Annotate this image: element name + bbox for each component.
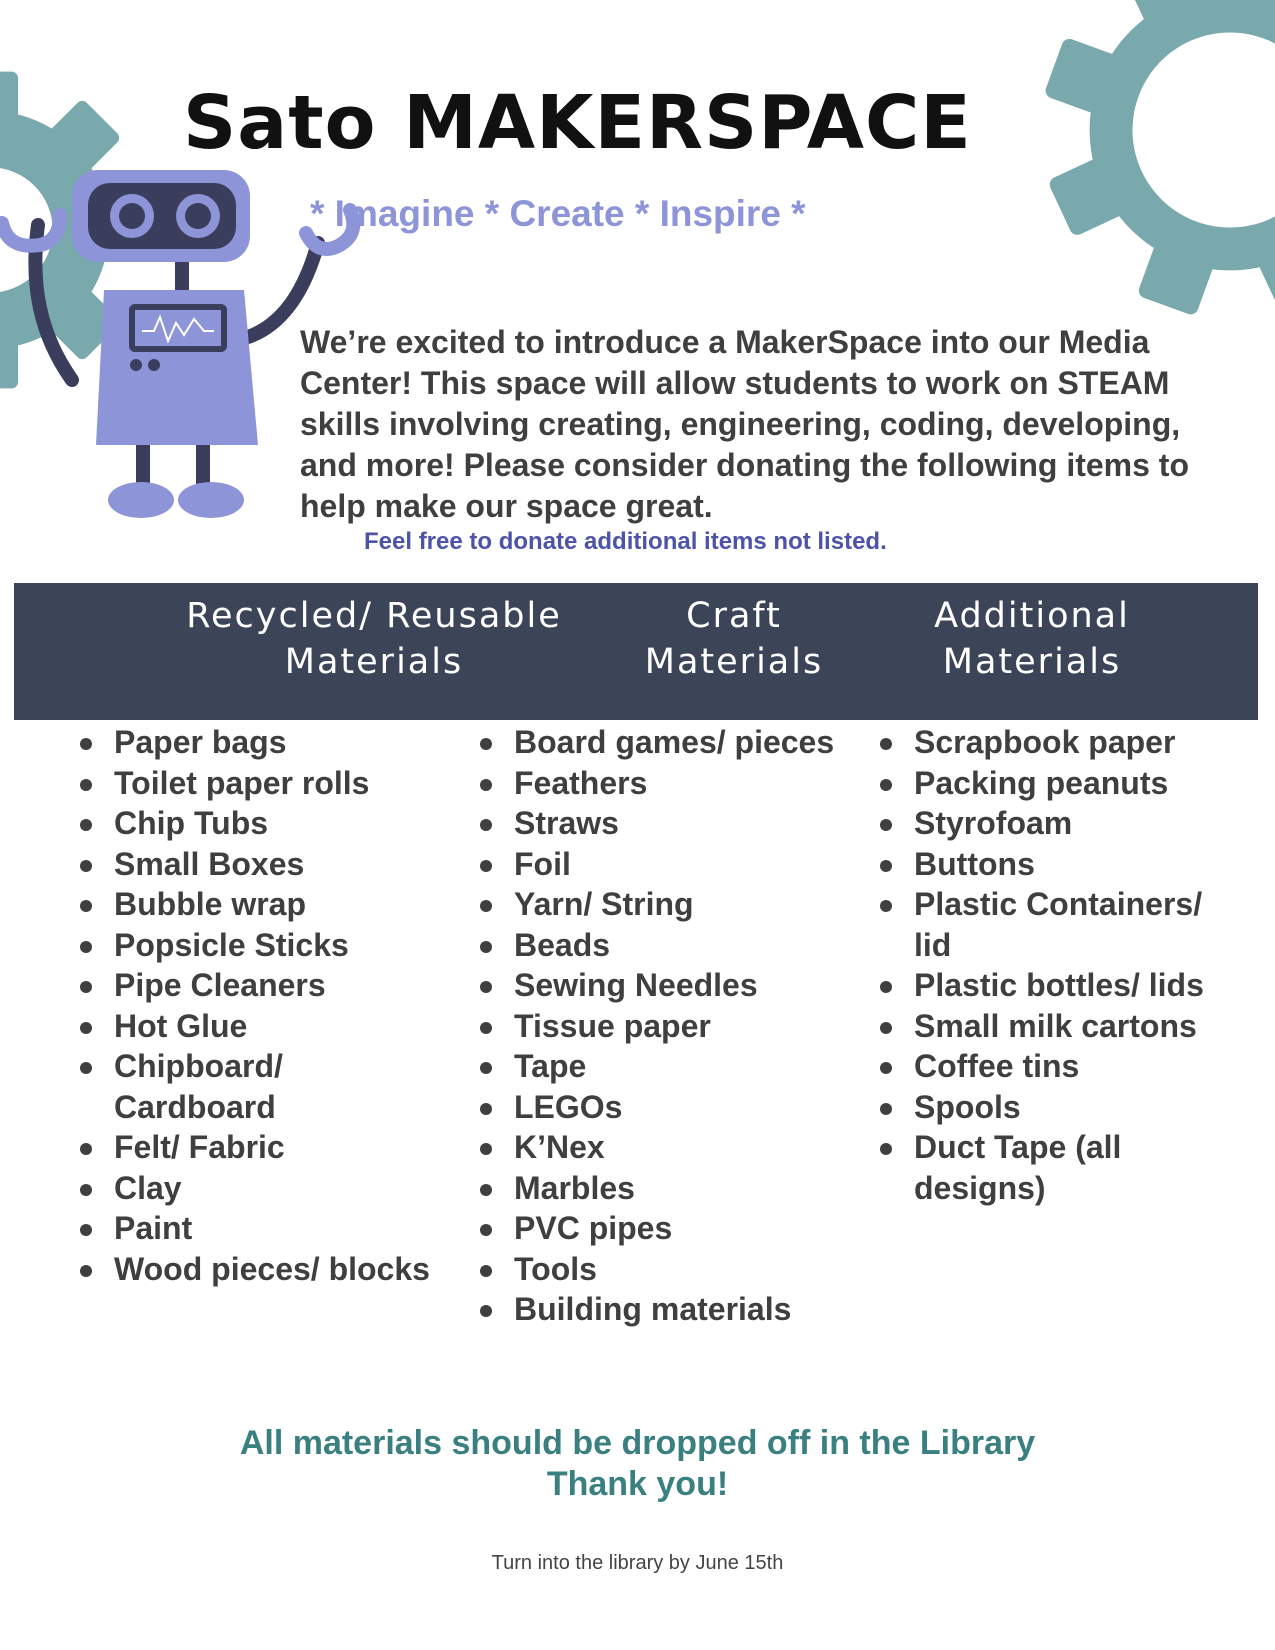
list-item: Wood pieces/ blocks: [78, 1249, 448, 1290]
additional-materials-list: [878, 722, 1238, 1266]
deadline-note: Turn into the library by June 15th: [491, 1552, 784, 1574]
list-item: Sewing Needles: [478, 965, 858, 1006]
list-item: Tape: [478, 1046, 858, 1087]
list-item: Buttons: [878, 844, 1238, 885]
list-item: PVC pipes: [478, 1208, 858, 1249]
donate-note: Feel free to donate additional items not listed.: [364, 528, 887, 555]
list-item: Chipboard/ Cardboard: [78, 1046, 448, 1127]
list-item: Feathers: [478, 763, 858, 804]
list-item: Coffee tins: [878, 1046, 1238, 1087]
heading-recycled-materials: Recycled/ Reusable Materials: [186, 596, 562, 682]
list-item: Paper bags: [78, 722, 448, 763]
page-title: Sato MAKERSPACE: [183, 80, 972, 166]
list-item: Plastic bottles/ lids: [878, 965, 1238, 1006]
list-item: Clay: [78, 1168, 448, 1209]
heading-additional-materials: Additional Materials: [934, 596, 1130, 682]
list-item: Chip Tubs: [78, 803, 448, 844]
gear-icon: [1035, 0, 1275, 325]
recycled-materials-list: [78, 722, 448, 1289]
list-item: Styrofoam: [878, 803, 1238, 844]
list-item: Toilet paper rolls: [78, 763, 448, 804]
list-item: Hot Glue: [78, 1006, 448, 1047]
list-item: Tissue paper: [478, 1006, 858, 1047]
list-item: Duct Tape (all designs): [878, 1127, 1238, 1266]
list-item: Tools: [478, 1249, 858, 1290]
heading-craft-materials: Craft Materials: [644, 596, 824, 682]
list-item: Straws: [478, 803, 858, 844]
list-item: Spools: [878, 1087, 1238, 1128]
list-item: Small milk cartons: [878, 1006, 1238, 1047]
list-item: Felt/ Fabric: [78, 1127, 448, 1168]
list-item: Scrapbook paper: [878, 722, 1238, 763]
list-item: Packing peanuts: [878, 763, 1238, 804]
category-banner: [14, 583, 1258, 720]
tagline: * Imagine * Create * Inspire *: [310, 193, 806, 234]
intro-paragraph: We’re excited to introduce a MakerSpace into our Media Center! This space will allow students to work on STEAM skills involving creating, engineering, coding, developing, and more! Please consider donating the following items to help make our space great.: [300, 324, 1189, 524]
list-item: Bubble wrap: [78, 884, 448, 925]
list-item: Marbles: [478, 1168, 858, 1209]
list-item: Foil: [478, 844, 858, 885]
list-item: Popsicle Sticks: [78, 925, 448, 966]
list-item: Beads: [478, 925, 858, 966]
list-item: Yarn/ String: [478, 884, 858, 925]
list-item: Small Boxes: [78, 844, 448, 885]
list-item: Paint: [78, 1208, 448, 1249]
list-item: Board games/ pieces: [478, 722, 858, 763]
list-item: Plastic Containers/ lid: [878, 884, 1238, 965]
list-item: LEGOs: [478, 1087, 858, 1128]
list-item: K’Nex: [478, 1127, 858, 1168]
craft-materials-list: [478, 722, 858, 1330]
list-item: Building materials: [478, 1289, 858, 1330]
list-item: Pipe Cleaners: [78, 965, 448, 1006]
dropoff-message: All materials should be dropped off in the Library Thank you!: [239, 1424, 1036, 1503]
